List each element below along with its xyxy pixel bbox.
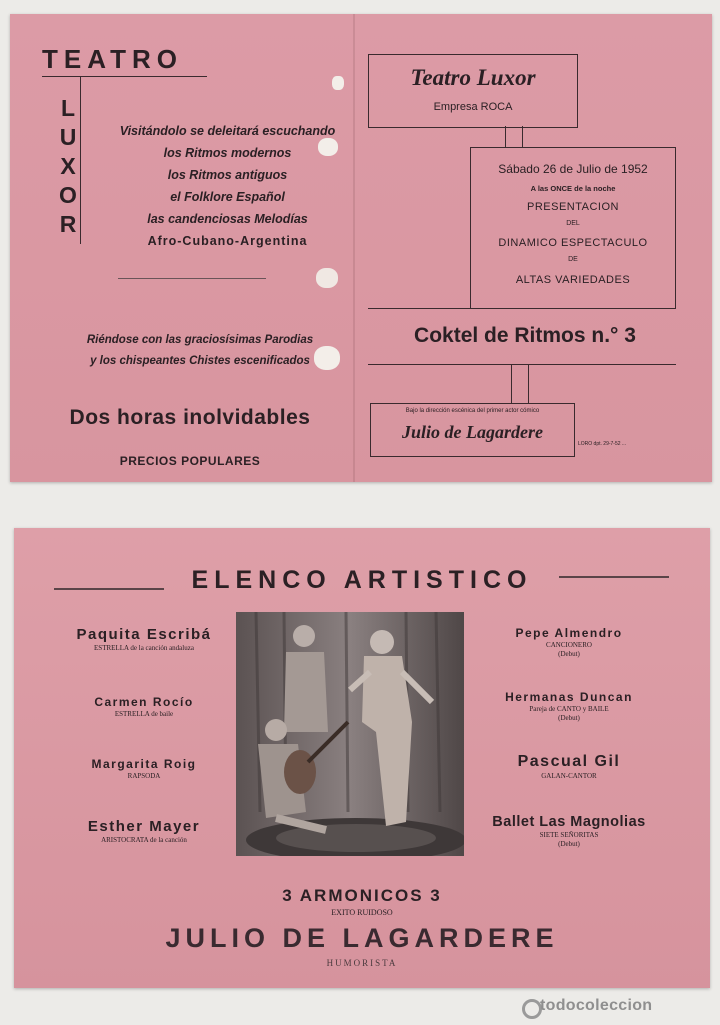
tear-mark <box>332 76 344 90</box>
intro-line: Visitándolo se deleitará escuchando <box>119 124 336 138</box>
coktel-title: Coktel de Ritmos n.° 3 <box>414 324 636 347</box>
artist-note: (Debut) <box>558 840 580 848</box>
artist-name: Margarita Roig <box>91 757 197 771</box>
tear-mark <box>314 346 340 370</box>
artist-name: Pascual Gil <box>517 753 621 770</box>
fold-crease <box>353 14 355 482</box>
artist-role: Pareja de CANTO y BAILE <box>529 705 609 713</box>
intro-line: el Folklore Español <box>170 190 285 204</box>
parodias-line: Riéndose con las graciosísimas Parodias <box>86 334 314 346</box>
artist-entry <box>54 757 234 780</box>
watermark: todocoleccion <box>540 997 653 1014</box>
del: DEL <box>566 220 580 227</box>
artist-name: Pepe Almendro <box>515 626 623 640</box>
armonicos-title: 3 ARMONICOS 3 <box>282 886 442 905</box>
intro-line: Afro-Cubano-Argentina <box>147 234 308 248</box>
top-flyer <box>10 14 712 482</box>
artist-entry <box>54 818 234 844</box>
variedades: ALTAS VARIEDADES <box>515 274 631 286</box>
luxor-vertical <box>54 94 82 239</box>
artist-role: GALAN-CANTOR <box>541 772 597 780</box>
divider <box>118 278 266 279</box>
artist-name: Ballet Las Magnolias <box>492 814 646 830</box>
artist-entry <box>54 626 234 652</box>
artist-entry <box>474 753 664 780</box>
direction-note: Bajo la dirección escénica del primer actor cómico <box>405 408 540 414</box>
artist-entry <box>474 626 664 658</box>
elenco-title: ELENCO ARTISTICO <box>191 566 533 594</box>
de: DE <box>568 256 578 263</box>
parodias-lines <box>60 330 340 372</box>
printer-note: LORO dpt. 29-7-52 ... <box>578 441 627 447</box>
title-line-right <box>559 576 669 578</box>
tear-mark <box>316 268 338 288</box>
watermark-logo-icon <box>522 999 542 1019</box>
intro-line: los Ritmos antiguos <box>167 168 288 182</box>
artist-note: (Debut) <box>558 650 580 658</box>
artist-role: RAPSODA <box>127 772 161 780</box>
intro-lines <box>110 120 345 252</box>
bottom-flyer <box>14 528 710 988</box>
artist-name: Paquita Escribá <box>76 626 212 643</box>
headliner-role: HUMORISTA <box>326 958 398 968</box>
artist-name: Carmen Rocío <box>94 695 194 709</box>
headliner-name: JULIO DE LAGARDERE <box>165 923 559 953</box>
artist-entry <box>474 690 664 722</box>
artist-entry <box>466 814 672 848</box>
event-box <box>470 147 676 309</box>
rule <box>368 308 676 309</box>
luxor-text: LUXOR <box>59 95 77 237</box>
artist-entry <box>54 695 234 718</box>
headline: Dos horas inolvidables <box>69 406 311 429</box>
connector <box>511 365 512 403</box>
teatro-title: TEATRO <box>42 44 183 74</box>
artist-role: ESTRELLA de la canción andaluza <box>94 644 194 652</box>
rule <box>368 364 676 365</box>
theatre-name: Teatro Luxor <box>410 65 536 90</box>
empresa: Empresa ROCA <box>433 101 513 113</box>
artist-note: (Debut) <box>558 714 580 722</box>
photo-illustration <box>236 612 464 856</box>
connector <box>522 126 523 147</box>
intro-line: las candenciosas Melodías <box>147 212 308 226</box>
artist-role: SIETE SEÑORITAS <box>539 831 599 839</box>
title-rule <box>42 76 207 77</box>
artist-role: ESTRELLA de baile <box>114 710 174 718</box>
performers-photo <box>236 612 464 856</box>
director-name: Julio de Lagardere <box>402 422 543 442</box>
artist-name: Hermanas Duncan <box>505 690 633 704</box>
intro-line: los Ritmos modernos <box>163 146 292 160</box>
connector <box>528 365 529 403</box>
exito-label: EXITO RUIDOSO <box>331 908 393 917</box>
artist-role: CANCIONERO <box>546 641 592 649</box>
tear-mark <box>318 138 338 156</box>
prices: PRECIOS POPULARES <box>119 454 261 468</box>
artist-role: ARISTOCRATA de la canción <box>101 836 187 844</box>
event-time: A las ONCE de la noche <box>530 184 616 193</box>
show-name: DINAMICO ESPECTACULO <box>498 237 648 249</box>
director-box <box>370 403 575 457</box>
parodias-line: y los chispeantes Chistes escenificados <box>90 355 310 367</box>
theatre-box <box>368 54 578 128</box>
connector <box>505 126 506 147</box>
artist-name: Esther Mayer <box>87 818 201 835</box>
event-date: Sábado 26 de Julio de 1952 <box>498 162 648 176</box>
presentation: PRESENTACION <box>527 201 619 213</box>
